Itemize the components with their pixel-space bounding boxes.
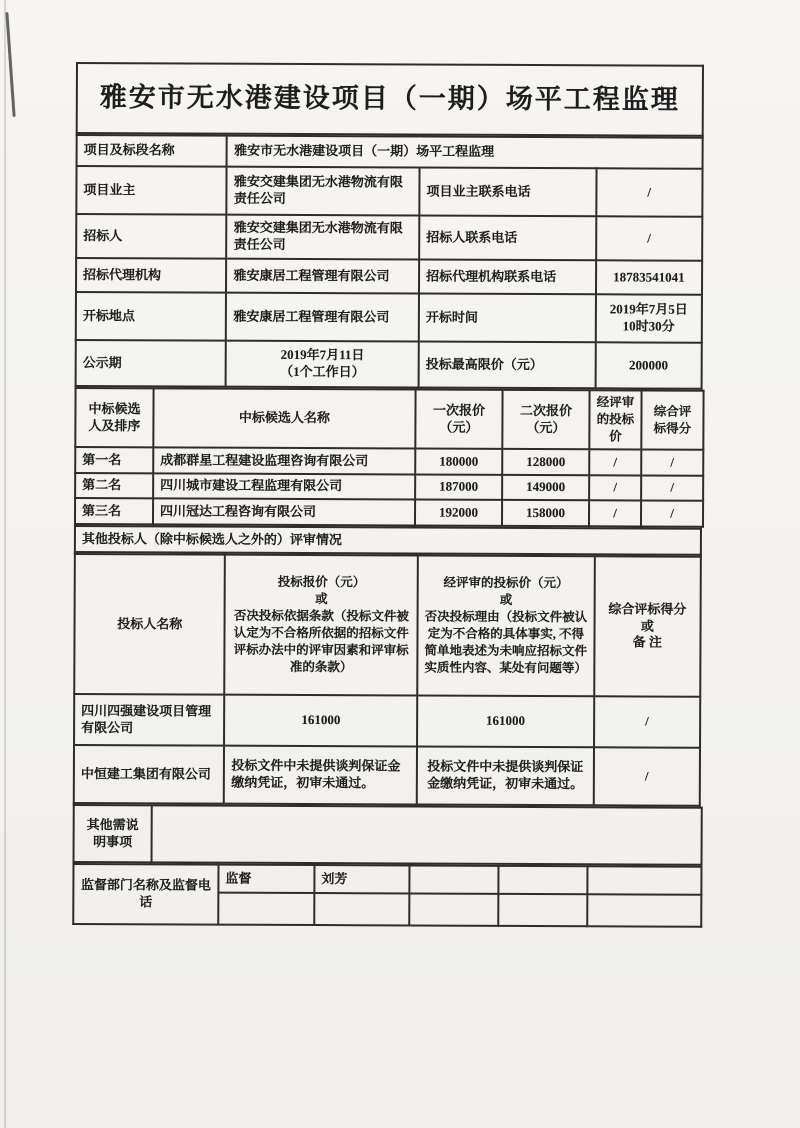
- project-info-table: [75, 134, 704, 390]
- notes-label: 其他需说明事项: [74, 805, 152, 862]
- info-label: 投标最高限价（元）: [419, 341, 596, 388]
- info-label: 项目业主: [76, 166, 227, 215]
- scan-left-edge-shade: [4, 0, 6, 1128]
- candidate-price1: 192000: [415, 499, 502, 525]
- candidate-rank: 第三名: [75, 498, 153, 524]
- candidates-header-rank: 中标候选 人及排序: [75, 388, 153, 447]
- info-label: 招标代理机构联系电话: [419, 259, 596, 294]
- supervision-cell: [587, 866, 701, 894]
- others-section-title: 其他投标人（除中标候选人之外的）评审情况: [75, 526, 701, 555]
- supervision-cell: [587, 894, 701, 926]
- info-label: 公示期: [76, 340, 227, 387]
- other-bidder-price: 161000: [224, 695, 417, 747]
- other-bidder-price: 投标文件中未提供谈判保证金缴纳凭证，初审未通过。: [224, 746, 417, 805]
- info-label: 开标时间: [419, 293, 596, 342]
- info-label: 招标人: [76, 214, 227, 259]
- candidate-evaluated: /: [589, 475, 641, 500]
- info-value: 18783541041: [596, 260, 703, 294]
- other-bidder-evaluated: 投标文件中未提供谈判保证金缴纳凭证，初审未通过。: [417, 746, 594, 805]
- info-value: 雅安交建集团无水港物流有限责任公司: [227, 215, 420, 260]
- notes-value: [152, 805, 702, 864]
- others-header-score: 综合评标得分 或 备 注: [594, 556, 701, 696]
- supervision-label: 监督部门名称及监督电话: [73, 864, 218, 925]
- info-label: 项目业主联系电话: [419, 168, 596, 217]
- candidate-row: [75, 498, 703, 527]
- candidate-row: [75, 473, 703, 501]
- others-header-name: 投标人名称: [74, 554, 225, 695]
- info-value: 雅安市无水港建设项目（一期）场平工程监理: [227, 136, 703, 169]
- info-value: 雅安交建集团无水港物流有限责任公司: [227, 167, 420, 216]
- candidate-name: 四川城市建设工程监理有限公司: [153, 473, 415, 499]
- candidate-price1: 180000: [415, 448, 502, 474]
- info-value: 2019年7月5日 10时30分: [595, 294, 702, 342]
- candidates-header-price1: 一次报价 （元）: [415, 389, 502, 448]
- info-value: /: [596, 168, 703, 216]
- candidate-evaluated: /: [589, 500, 641, 526]
- other-bidder-score: /: [594, 696, 701, 747]
- candidates-header-price2: 二次报价 （元）: [502, 390, 589, 449]
- supervision-cell: [498, 894, 587, 926]
- candidates-header-name: 中标候选人名称: [153, 388, 415, 448]
- other-bidder-name: 四川四强建设项目管理有限公司: [74, 694, 225, 746]
- others-header-evaluated: 经评审的投标价（元） 或 否决投标理由（投标文件被认定为不合格的具体事实, 不得简单地表述为未响应招标文件实质性内容、某处有问题等）: [417, 555, 594, 696]
- candidate-row: [75, 447, 703, 476]
- others-title-table: [74, 525, 702, 556]
- candidates-header-score: 综合评 标得分: [641, 390, 703, 449]
- info-label: 开标地点: [76, 292, 227, 341]
- candidate-price2: 128000: [502, 449, 589, 475]
- notes-table: [73, 804, 703, 866]
- candidate-rank: 第一名: [75, 447, 153, 473]
- candidate-evaluated: /: [589, 449, 641, 475]
- supervision-cell: [218, 893, 314, 925]
- supervision-cell: [314, 893, 409, 925]
- candidate-name: 四川冠达工程咨询有限公司: [153, 498, 415, 525]
- info-value: 雅安康居工程管理有限公司: [226, 293, 419, 342]
- candidate-score: /: [641, 449, 703, 475]
- candidate-price1: 187000: [415, 474, 502, 499]
- others-header-price: 投标报价（元） 或 否决投标依据条款（投标文件被认定为不合格所依据的招标文件评标办法中的评审因素和评审标准的条款）: [225, 555, 418, 696]
- candidates-header-evaluated: 经评审 的投标 价: [589, 390, 641, 449]
- info-value: 雅安康居工程管理有限公司: [226, 259, 419, 294]
- candidate-name: 成都群星工程建设监理咨询有限公司: [153, 447, 415, 474]
- other-bidder-evaluated: 161000: [417, 695, 594, 747]
- candidates-table: [74, 387, 705, 528]
- candidate-rank: 第二名: [75, 473, 153, 498]
- candidate-score: /: [641, 500, 703, 526]
- others-table: [73, 553, 702, 807]
- supervision-cell: [498, 866, 587, 894]
- supervision-table: [72, 863, 702, 928]
- info-value: 2019年7月11日 （1个工作日）: [226, 341, 419, 388]
- supervision-cell: [409, 865, 498, 893]
- candidate-score: /: [641, 475, 703, 500]
- supervision-role: 监督: [218, 865, 314, 893]
- other-bidder-row: [74, 745, 700, 806]
- info-value: 200000: [595, 342, 702, 388]
- other-bidder-score: /: [593, 747, 700, 805]
- info-label: 招标人联系电话: [419, 215, 596, 260]
- other-bidder-name: 中恒建工集团有限公司: [74, 745, 225, 804]
- document-title: 雅安市无水港建设项目（一期）场平工程监理: [77, 63, 703, 136]
- info-value: /: [596, 216, 703, 260]
- title-table: [76, 62, 704, 137]
- candidate-price2: 158000: [502, 500, 589, 526]
- candidate-price2: 149000: [502, 475, 589, 500]
- supervision-cell: [409, 893, 498, 925]
- supervision-name: 刘芳: [314, 865, 409, 893]
- scan-page-edge-line: [5, 12, 15, 117]
- info-label: 招标代理机构: [76, 258, 227, 293]
- tender-result-table: [72, 62, 704, 928]
- other-bidder-row: [74, 694, 700, 748]
- info-label: 项目及标段名称: [77, 135, 228, 167]
